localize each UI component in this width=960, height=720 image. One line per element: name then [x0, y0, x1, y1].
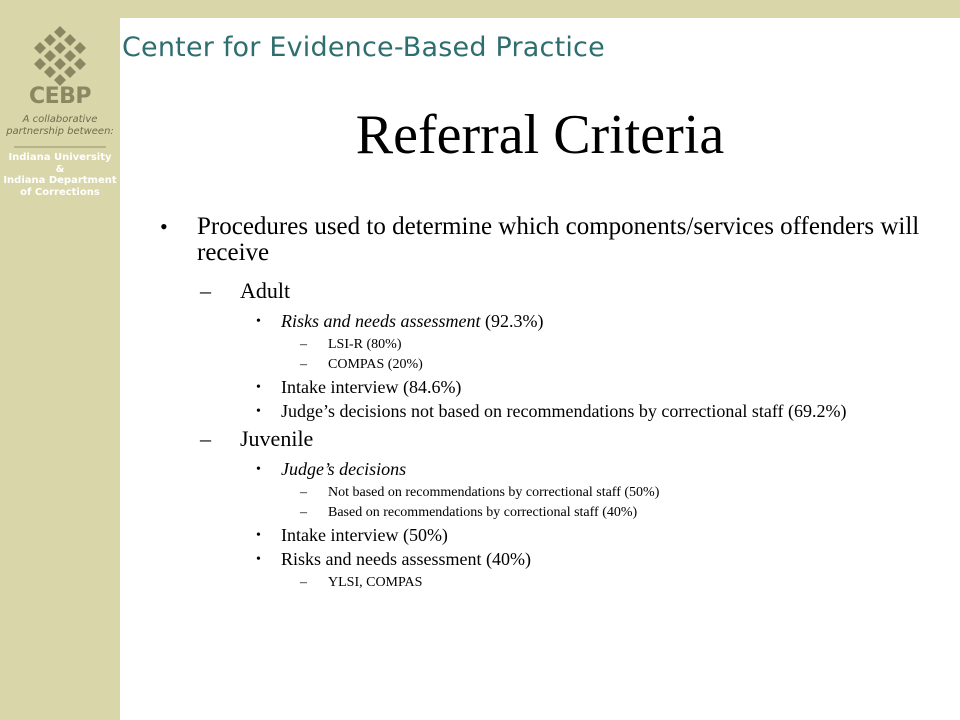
sub-item	[160, 504, 930, 521]
sub-item-text: COMPAS (20%)	[328, 357, 423, 372]
list-item-text: Risks and needs assessment (40%)	[281, 549, 531, 569]
sub-item-text: Based on recommendations by correctional staff (40%)	[328, 505, 638, 520]
partner-line: partnership between:	[6, 126, 114, 137]
slide-title: Referral Criteria	[355, 104, 725, 166]
bullet-dot-icon: •	[256, 404, 261, 419]
dash-icon: –	[300, 485, 307, 500]
bullet-dot-icon: •	[256, 314, 261, 329]
sub-item	[160, 574, 930, 591]
dash-icon: –	[300, 575, 307, 590]
partner-line: A collaborative	[22, 114, 98, 125]
cebp-acronym: CEBP	[28, 84, 92, 109]
dash-icon: –	[300, 505, 307, 520]
list-item	[160, 550, 930, 569]
bullet-dot-icon: •	[256, 380, 261, 395]
sub-item	[160, 356, 930, 373]
affiliation-line: of Corrections	[20, 186, 100, 198]
sub-item	[160, 484, 930, 501]
affiliation-line: Indiana University	[8, 152, 112, 163]
sidebar-divider	[14, 146, 106, 148]
affiliation-line: Indiana Department	[3, 175, 117, 186]
sub-item-text: YLSI, COMPAS	[328, 575, 423, 590]
list-item	[160, 526, 930, 545]
main-bullet	[160, 214, 930, 266]
list-item-italic: Risks and needs assessment	[281, 311, 481, 331]
diamond-lattice-logo-icon	[30, 24, 90, 86]
bullet-dot-icon: •	[256, 528, 261, 543]
sub-item	[160, 336, 930, 353]
bullet-dot-icon: •	[160, 214, 168, 239]
affiliation-line: &	[55, 163, 65, 175]
list-item	[160, 378, 930, 397]
list-item	[160, 312, 930, 331]
sub-item-text: Not based on recommendations by correctional staff (50%)	[328, 485, 660, 500]
org-name-header: Center for Evidence-Based Practice	[122, 32, 605, 63]
top-band	[0, 0, 960, 18]
juvenile-label: Juvenile	[240, 426, 314, 451]
list-item	[160, 460, 930, 479]
bullet-dot-icon: •	[256, 552, 261, 567]
dash-icon: –	[200, 278, 211, 303]
list-item	[160, 402, 930, 421]
dash-icon: –	[200, 426, 211, 451]
juvenile-heading	[160, 426, 930, 452]
partner-caption	[0, 114, 120, 138]
sub-item-text: LSI-R (80%)	[328, 337, 402, 352]
list-item-text: Intake interview (84.6%)	[281, 377, 462, 397]
adult-heading	[160, 278, 930, 304]
adult-label: Adult	[240, 278, 291, 303]
list-item-text: Judge’s decisions not based on recommendations by correctional staff (69.2%)	[281, 401, 847, 421]
dash-icon: –	[300, 357, 307, 372]
list-item-italic: Judge’s decisions	[281, 459, 407, 479]
list-item-text: (92.3%)	[480, 311, 544, 331]
affiliation	[0, 152, 120, 198]
main-bullet-text: Procedures used to determine which components/services offenders will receive	[197, 213, 920, 266]
slide-content	[160, 214, 930, 594]
dash-icon: –	[300, 337, 307, 352]
sidebar	[0, 0, 120, 720]
bullet-dot-icon: •	[256, 462, 261, 477]
list-item-text: Intake interview (50%)	[281, 525, 448, 545]
